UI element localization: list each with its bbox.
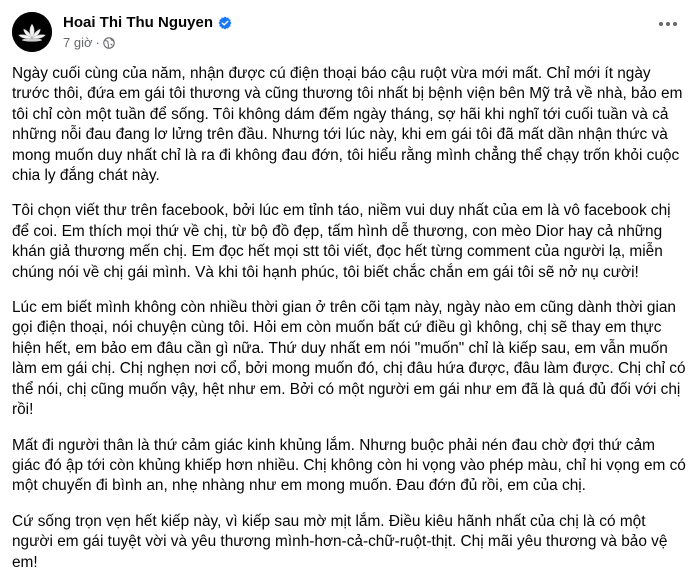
post-paragraph: Tôi chọn viết thư trên facebook, bởi lúc em tỉnh táo, niềm vui duy nhất của em là vô facebook chị để coi. Em thích mọi thứ về chị, từ bộ đồ đẹp, tấm hình dễ thương, con mèo Dior hay cả những khán giả thương mến chị. Em đọc hết mọi stt tôi viết, đọc hết từng comment của người lạ, miễn chúng nói về chị gái mình. Và khi tôi hạnh phúc, tôi biết chắc chắn em gái tôi sẽ nở nụ cười! [12, 202, 671, 281]
post-timestamp[interactable]: 7 giờ [63, 35, 93, 50]
more-options-button[interactable] [654, 14, 682, 34]
post-paragraph: Ngày cuối cùng của năm, nhận được cú điện thoại báo cậu ruột vừa mới mất. Chỉ mới ít ngày trước thôi, đứa em gái tôi thương và cũng thương tôi nhất bị bệnh viện bên Mỹ trả về nhà, bảo em tôi chỉ còn một tuần để sống. Tôi không dám đếm ngày tháng, sợ hãi khi nghĩ tới cuối tuần và cả những nỗi đau đang lơ lửng trên đầu. Nhưng tới lúc này, khi em gái tôi đã mất dần nhận thức và mong muốn duy nhất chỉ là ra đi không đau đớn, tôi hiểu rằng mình chẳng thể chạy trốn khỏi cuộc chia ly đắng chát này. [12, 65, 683, 185]
post-paragraph: Mất đi người thân là thứ cảm giác kinh khủng lắm. Nhưng buộc phải nén đau chờ đợi thứ cảm giác đó ập tới còn khủng khiếp hơn nhiều. Chị không còn hi vọng vào phép màu, chỉ hi vọng em có một chuyến đi bình an, nhẹ nhàng như em mong muốn. Đau đớn đủ rồi, em của chị. [12, 436, 686, 495]
verified-badge-icon [218, 16, 232, 30]
ellipsis-icon [673, 22, 677, 26]
ellipsis-icon [659, 22, 663, 26]
post-header [12, 10, 688, 54]
post-paragraph: Cứ sống trọn vẹn hết kiếp này, vì kiếp sau mờ mịt lắm. Điều kiêu hãnh nhất của chị là có một người em gái tuyệt vời và yêu thương mình-hơn-cả-chữ-ruột-thịt. Chị mãi yêu thương và bảo vệ em! [12, 512, 668, 571]
author-line [63, 13, 232, 32]
ellipsis-icon [666, 22, 670, 26]
globe-icon[interactable] [103, 37, 115, 49]
lotus-icon [12, 12, 52, 52]
author-avatar[interactable] [12, 12, 52, 52]
post-paragraph: Lúc em biết mình không còn nhiều thời gian ở trên cõi tạm này, ngày nào em cũng dành thời gian gọi điện thoại, nói chuyện cùng tôi. Hỏi em còn muốn bất cứ điều gì không, chị sẽ thay em thực hiện hết, em bảo em đâu cần gì nữa. Thứ duy nhất em nói "muốn" chỉ là kiếp sau, em vẫn muốn làm em gái chị. Chị nghẹn nơi cổ, bởi mong muốn đó, chị đâu hứa được, đâu làm được. Chị chỉ có thể nói, chị cũng muốn vậy, hệt như em. Bởi có một người em gái như em đã là quá đủ đối với chị rồi! [12, 299, 686, 419]
post-body [12, 64, 686, 573]
author-name-link[interactable]: Hoai Thi Thu Nguyen [63, 14, 213, 31]
post-meta [63, 35, 115, 51]
meta-separator: · [95, 35, 100, 50]
